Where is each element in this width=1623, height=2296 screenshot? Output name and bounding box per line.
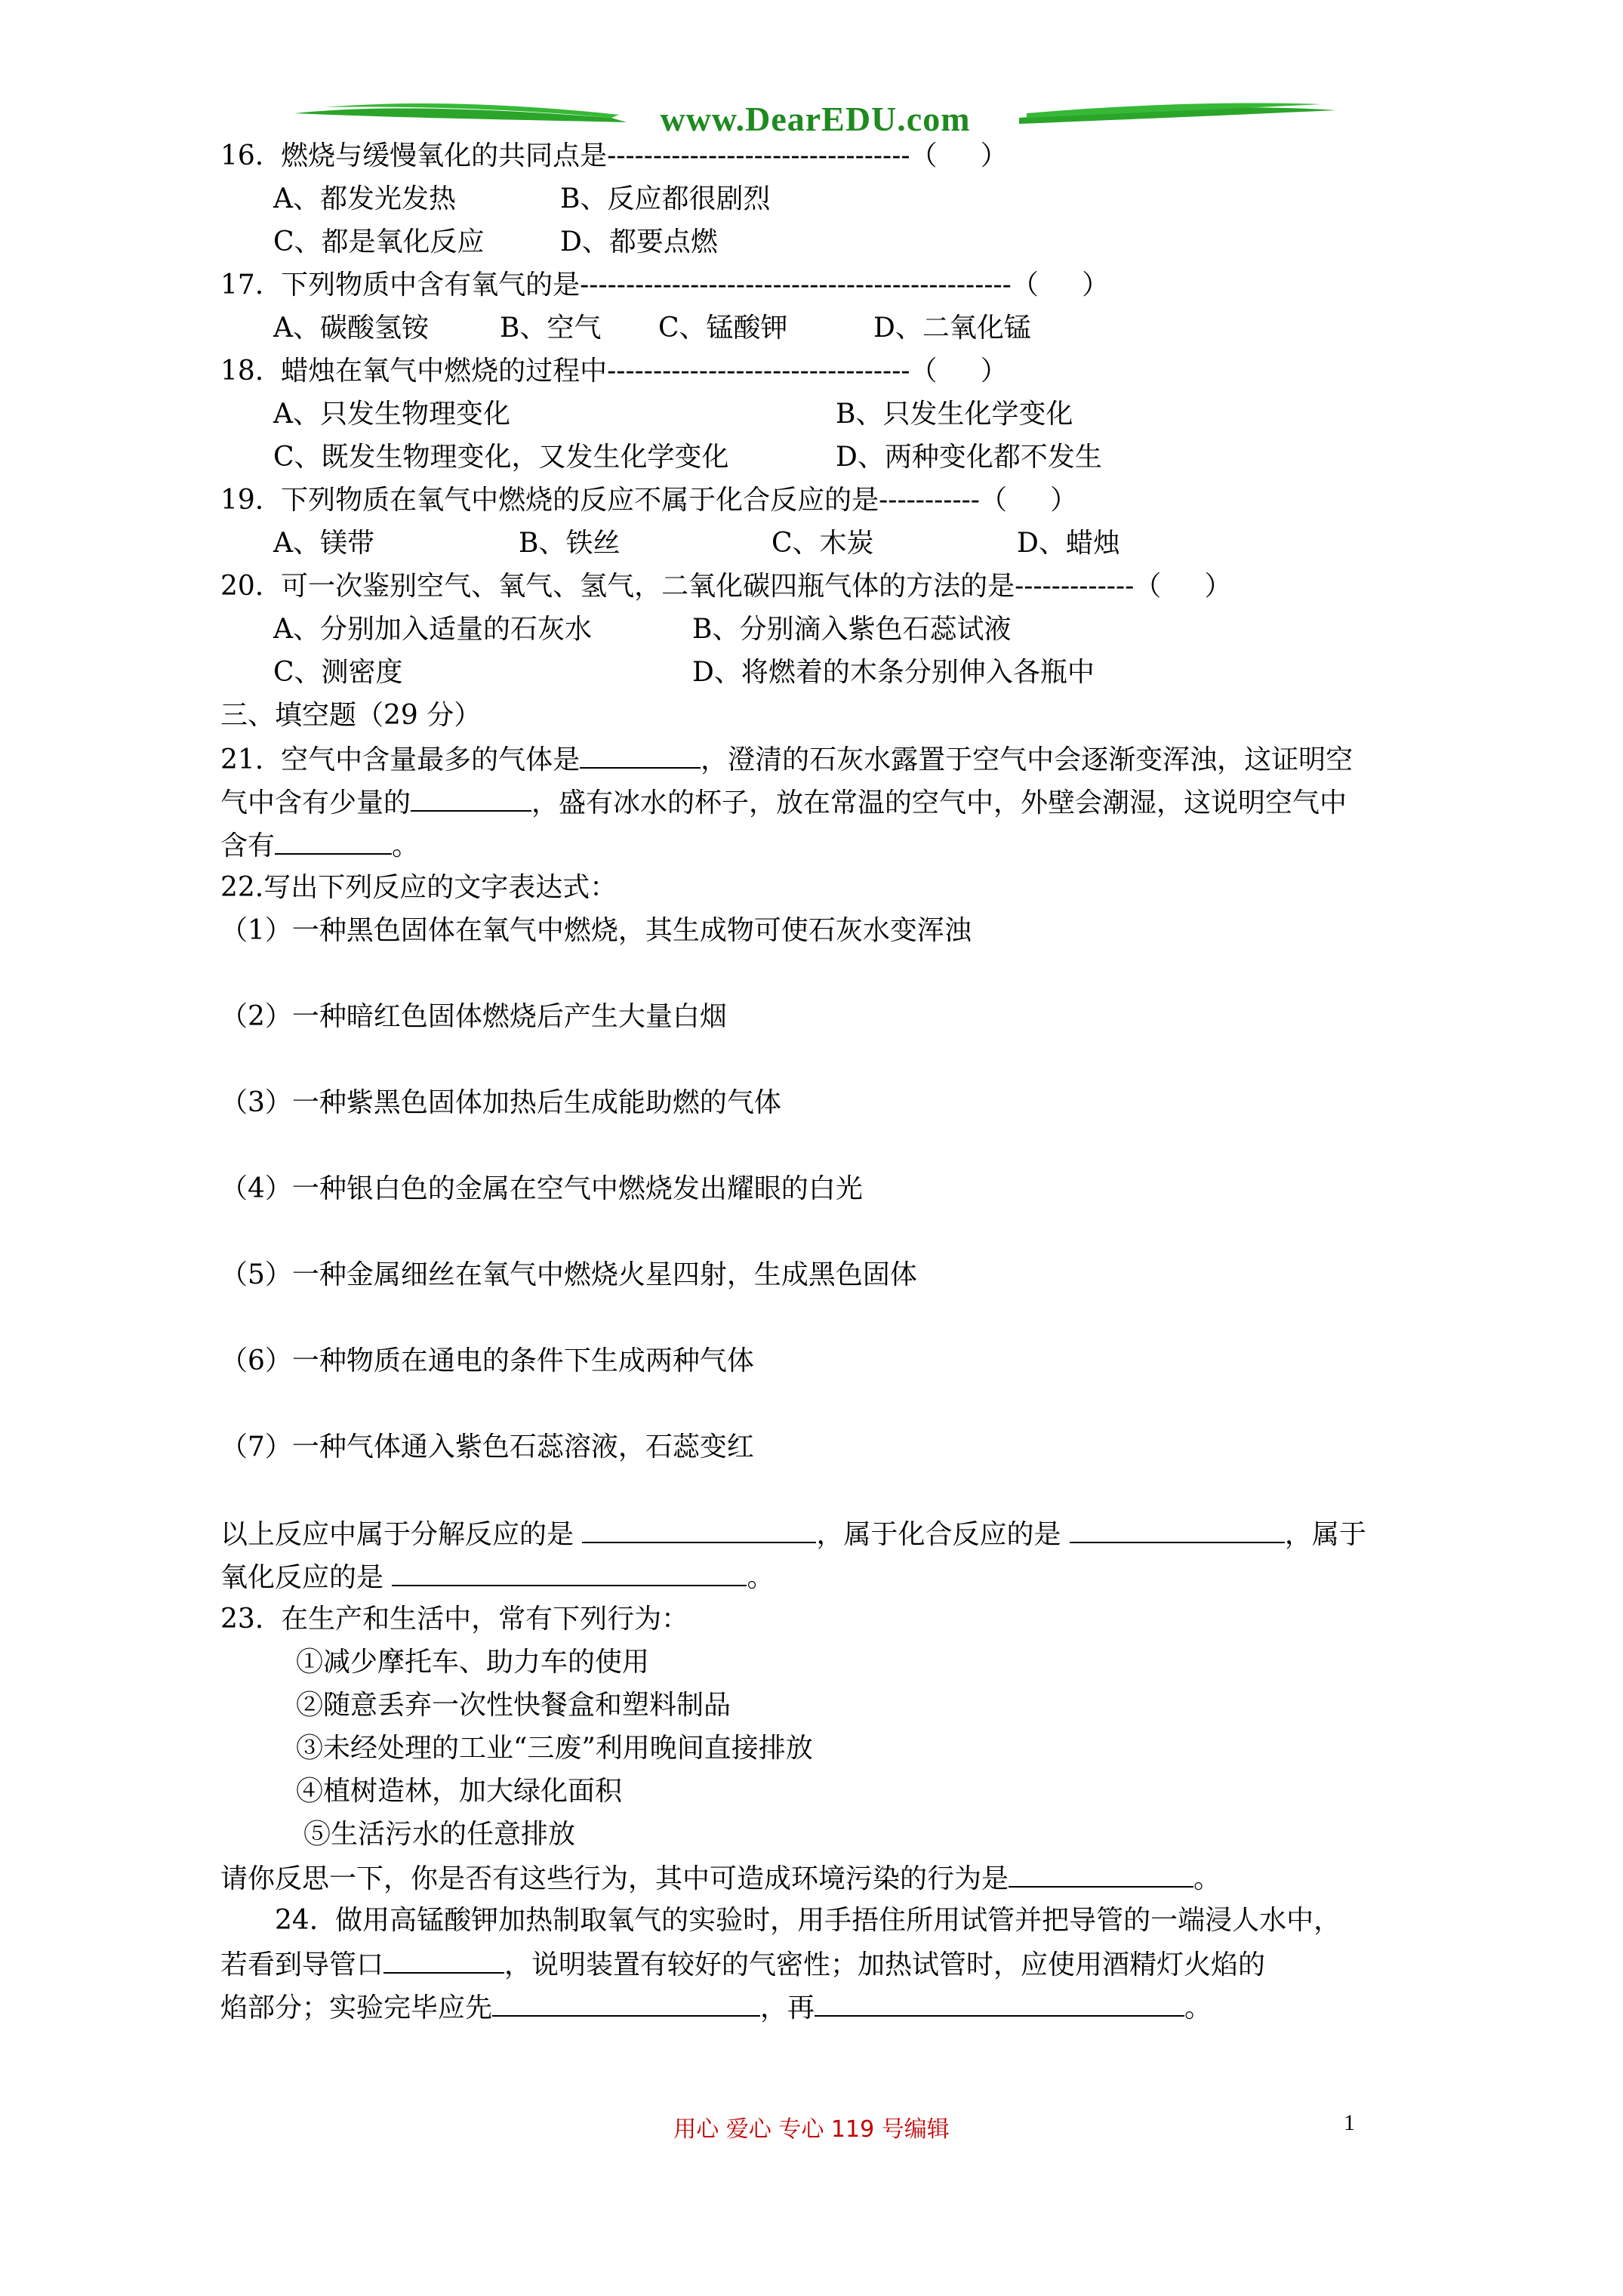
q16-option-b: B、反应都很剧烈 <box>560 183 771 214</box>
answer-space <box>220 1210 1413 1253</box>
q23-item-2: ②随意丢弃一次性快餐盒和塑料制品 <box>296 1690 731 1721</box>
q19-option-c: C、木炭 <box>771 528 874 559</box>
q16-option-a: A、都发光发热 <box>273 183 456 214</box>
q23-item-1: ①减少摩托车、助力车的使用 <box>296 1647 650 1678</box>
q23-item-4: ④植树造林，加大绿化面积 <box>296 1776 623 1807</box>
q24-text-2: 若看到导管口 <box>220 1949 384 1980</box>
q17-option-c: C、锰酸钾 <box>658 313 788 344</box>
q22-item-3: （3）一种紫黑色固体加热后生成能助燃的气体 <box>220 1087 781 1118</box>
q22-blank-decomposition[interactable] <box>582 1512 816 1543</box>
q22-tail-text-1: 以上反应中属于分解反应的是 <box>220 1519 583 1550</box>
q21-text-2: ，澄清的石灰水露置于空气中会逐渐变浑浊，这证明空 <box>701 744 1354 775</box>
q17-option-a: A、碳酸氢铵 <box>273 313 429 344</box>
q23-tail <box>220 1856 1413 1899</box>
q24-line2 <box>220 1942 1413 1985</box>
q20-options-row2 <box>220 651 1413 694</box>
q22-item-4: （4）一种银白色的金属在空气中燃烧发出耀眼的白光 <box>220 1173 863 1204</box>
q22-stem: 22.写出下列反应的文字表达式： <box>220 872 617 903</box>
q20-option-c: C、测密度 <box>273 657 403 688</box>
q17-option-d: D、二氧化锰 <box>873 313 1031 344</box>
q24-text-4: 焰部分；实验完毕应先 <box>220 1992 493 2023</box>
site-logo[interactable]: www.DearEDU.com <box>660 100 971 138</box>
q19-options-row1 <box>220 522 1413 565</box>
q18-option-c: C、既发生物理变化，又发生化学变化 <box>273 442 729 473</box>
q16-stem: 16. 燃烧与缓慢氧化的共同点是---------------------------------（ ） <box>220 140 1008 171</box>
q23-tail-text-1: 请你反思一下，你是否有这些行为，其中可造成环境污染的行为是 <box>220 1863 1009 1894</box>
q19-option-b: B、铁丝 <box>519 528 621 559</box>
q20-option-a: A、分别加入适量的石灰水 <box>273 614 592 645</box>
q22-tail-text-3: ，属于 <box>1284 1519 1366 1550</box>
q17-options-row1 <box>220 307 1413 350</box>
q21-blank-1[interactable] <box>580 737 701 769</box>
q23-blank[interactable] <box>1009 1856 1193 1888</box>
q21-line3 <box>220 823 1413 866</box>
q21-text-5: 含有 <box>220 831 276 861</box>
q23-item-5: ⑤生活污水的任意排放 <box>303 1819 576 1850</box>
q21-line1 <box>220 737 1413 780</box>
q22-item-2: （2）一种暗红色固体燃烧后产生大量白烟 <box>220 1001 727 1032</box>
q18-options-row1 <box>220 393 1413 436</box>
q17-option-b: B、空气 <box>500 313 602 344</box>
q22-blank-combination[interactable] <box>1070 1512 1285 1543</box>
q16-options-row1 <box>220 177 1413 220</box>
q21-blank-2[interactable] <box>411 780 531 812</box>
q23-tail-text-2: 。 <box>1193 1863 1221 1894</box>
answer-space <box>220 1124 1413 1167</box>
q22-item-7: （7）一种气体通入紫色石蕊溶液，石蕊变红 <box>220 1432 754 1462</box>
q22-tail-text-2: ，属于化合反应的是 <box>816 1519 1070 1550</box>
document-body <box>220 134 1413 2028</box>
q24-blank-3[interactable] <box>815 1985 1184 2017</box>
q21-text-6: 。 <box>392 831 420 861</box>
q18-option-d: D、两种变化都不发生 <box>836 442 1102 473</box>
q23-item-3: ③未经处理的工业“三废”利用晚间直接排放 <box>296 1733 813 1764</box>
q24-text-3: ，说明装置有较好的气密性；加热试管时，应使用酒精灯火焰的 <box>504 1949 1266 1980</box>
q24-text-5: ，再 <box>760 1992 815 2023</box>
q22-tail-text-5: 。 <box>747 1562 775 1593</box>
q21-line2 <box>220 780 1413 823</box>
q18-options-row2 <box>220 436 1413 479</box>
q18-stem: 18. 蜡烛在氧气中燃烧的过程中---------------------------------（ ） <box>220 356 1008 387</box>
q16-option-d: D、都要点燃 <box>560 227 718 257</box>
q22-tail-text-4: 氧化反应的是 <box>220 1562 393 1593</box>
q19-option-a: A、镁带 <box>273 528 374 559</box>
q23-stem: 23. 在生产和生活中，常有下列行为： <box>220 1604 689 1635</box>
answer-space <box>220 1296 1413 1339</box>
q16-options-row2 <box>220 220 1413 264</box>
q22-blank-oxidation[interactable] <box>392 1555 747 1586</box>
q24-line3 <box>220 1985 1413 2028</box>
q18-option-b: B、只发生化学变化 <box>836 399 1073 430</box>
q21-text-4: ，盛有冰水的杯子，放在常温的空气中，外壁会潮湿，这说明空气中 <box>531 787 1347 818</box>
section3-title: 三、填空题（29 分） <box>220 700 482 731</box>
q21-blank-3[interactable] <box>275 823 392 855</box>
page-number: 1 <box>1344 2110 1355 2135</box>
q19-stem: 19. 下列物质在氧气中燃烧的反应不属于化合反应的是-----------（ ） <box>220 485 1078 516</box>
q24-line1: 24. 做用高锰酸钾加热制取氧气的实验时，用手捂住所用试管并把导管的一端浸人水中， <box>275 1905 1341 1936</box>
q20-option-d: D、将燃着的木条分别伸入各瓶中 <box>692 657 1095 688</box>
q22-tail-line2 <box>220 1555 1413 1598</box>
answer-space <box>220 952 1413 995</box>
q20-options-row1 <box>220 608 1413 651</box>
footer-text: 用心 爱心 专心 119 号编辑 <box>673 2116 950 2143</box>
q24-blank-1[interactable] <box>383 1942 504 1974</box>
answer-space <box>220 1469 1413 1512</box>
q16-option-c: C、都是氧化反应 <box>273 227 485 257</box>
q22-item-5: （5）一种金属细丝在氧气中燃烧火星四射，生成黑色固体 <box>220 1259 917 1290</box>
q18-option-a: A、只发生物理变化 <box>273 399 510 430</box>
q19-option-d: D、蜡烛 <box>1017 528 1120 559</box>
q22-tail-line1 <box>220 1512 1413 1555</box>
q21-text-3: 气中含有少量的 <box>220 787 411 818</box>
q22-item-6: （6）一种物质在通电的条件下生成两种气体 <box>220 1345 754 1376</box>
q20-option-b: B、分别滴入紫色石蕊试液 <box>692 614 1012 645</box>
q17-stem: 17. 下列物质中含有氧气的是-----------------------------------------------（ ） <box>220 270 1110 300</box>
q24-blank-2[interactable] <box>492 1985 760 2017</box>
q24-text-6: 。 <box>1184 1992 1212 2023</box>
q21-text-1: 21. 空气中含量最多的气体是 <box>220 744 581 775</box>
answer-space <box>220 1382 1413 1425</box>
answer-space <box>220 1038 1413 1081</box>
q20-stem: 20. 可一次鉴别空气、氧气、氢气，二氧化碳四瓶气体的方法的是-------------（ ） <box>220 571 1232 602</box>
page-footer <box>0 2110 1623 2148</box>
q22-item-1: （1）一种黑色固体在氧气中燃烧，其生成物可使石灰水变浑浊 <box>220 915 972 946</box>
